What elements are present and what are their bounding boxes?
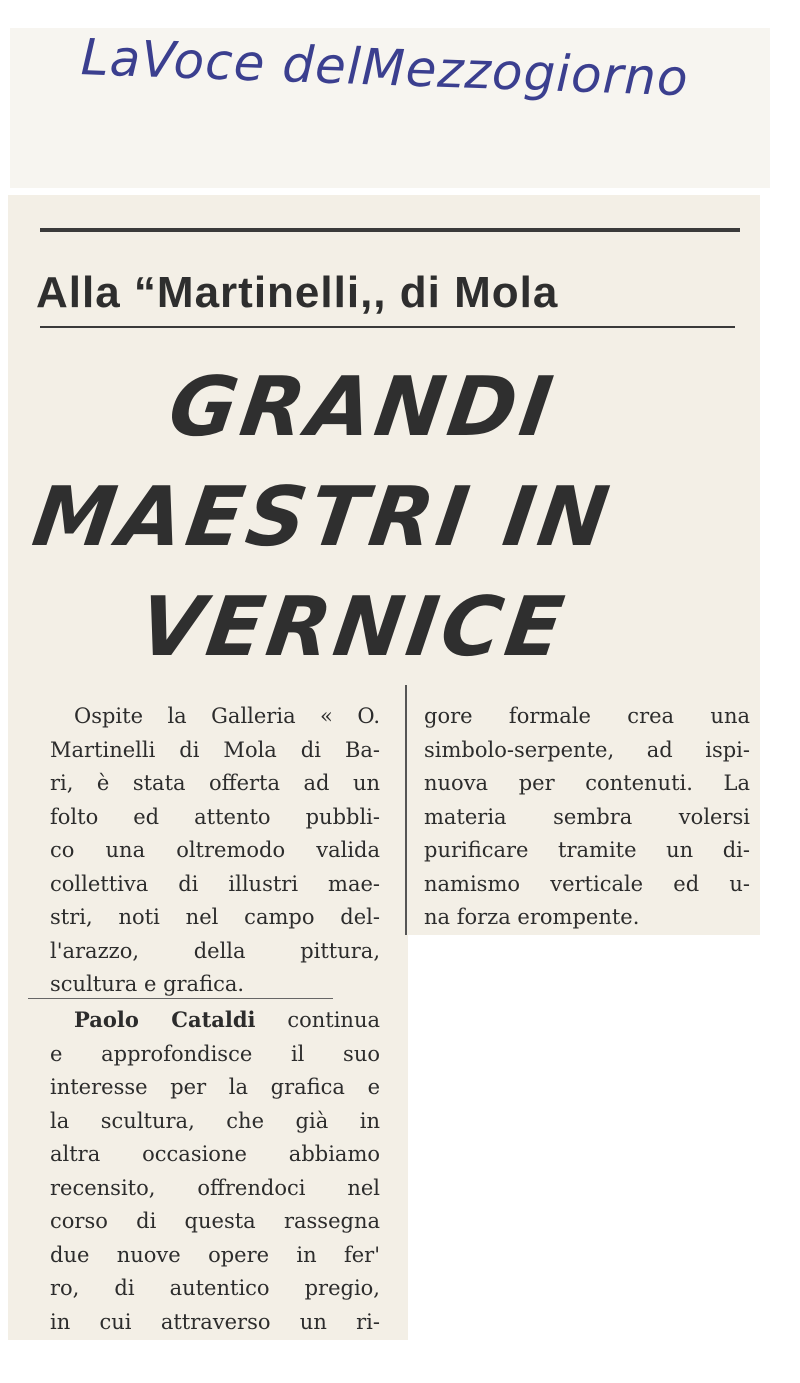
text-line: stri, noti nel campo del- bbox=[50, 905, 380, 929]
handwritten-source-note: LaVoce delMezzogiorno bbox=[79, 28, 690, 108]
top-rule bbox=[40, 228, 740, 232]
text-line: Ospite la Galleria « O. bbox=[74, 704, 380, 728]
text-line: ro, di autentico pregio, bbox=[50, 1276, 380, 1300]
text-line: gore formale crea una bbox=[424, 704, 750, 728]
text-line: folto ed attento pubbli- bbox=[50, 804, 380, 829]
text-line: ri, è stata offerta ad un bbox=[50, 771, 380, 795]
section-rule bbox=[28, 998, 333, 999]
text-line: nuova per contenuti. La bbox=[424, 771, 750, 795]
text-line: due nuove opere in fer' bbox=[50, 1242, 380, 1267]
text-line: na forza erompente. bbox=[424, 905, 640, 929]
text-line: co una oltremodo valida bbox=[50, 838, 380, 862]
headline-line-1: GRANDI bbox=[163, 360, 562, 455]
text-line: in cui attraverso un ri- bbox=[50, 1309, 380, 1334]
text-line: scultura e grafica. bbox=[50, 972, 245, 996]
text-line: purificare tramite un di- bbox=[424, 838, 750, 862]
author-name: Paolo Cataldi bbox=[74, 1007, 256, 1032]
headline-line-2: MAESTRI IN bbox=[27, 470, 619, 565]
headline-line-3: VERNICE bbox=[133, 580, 573, 675]
article-column-left-continued bbox=[50, 1003, 380, 1339]
article-kicker: Alla “Martinelli,, di Mola bbox=[36, 268, 559, 317]
text-line: collettiva di illustri mae- bbox=[50, 871, 380, 896]
text-line bbox=[50, 1003, 380, 1038]
text-line: l'arazzo, della pittura, bbox=[50, 938, 380, 963]
text-line: e approfondisce il suo bbox=[50, 1041, 380, 1066]
text-line: recensito, offrendoci nel bbox=[50, 1175, 380, 1200]
text-line: la scultura, che già in bbox=[50, 1108, 380, 1133]
article-column-right bbox=[424, 700, 750, 935]
article-column-left bbox=[50, 700, 380, 1002]
text-fragment: continua bbox=[287, 1008, 380, 1032]
kicker-underline bbox=[40, 326, 735, 328]
text-line: altra occasione abbiamo bbox=[50, 1142, 380, 1166]
text-line: materia sembra volersi bbox=[424, 804, 750, 829]
text-line: simbolo-serpente, ad ispi- bbox=[424, 737, 750, 762]
column-divider bbox=[405, 685, 407, 935]
text-line: Martinelli di Mola di Ba- bbox=[50, 737, 380, 762]
text-line: interesse per la grafica e bbox=[50, 1075, 380, 1099]
text-line: namismo verticale ed u- bbox=[424, 871, 750, 896]
text-line: corso di questa rassegna bbox=[50, 1209, 380, 1233]
